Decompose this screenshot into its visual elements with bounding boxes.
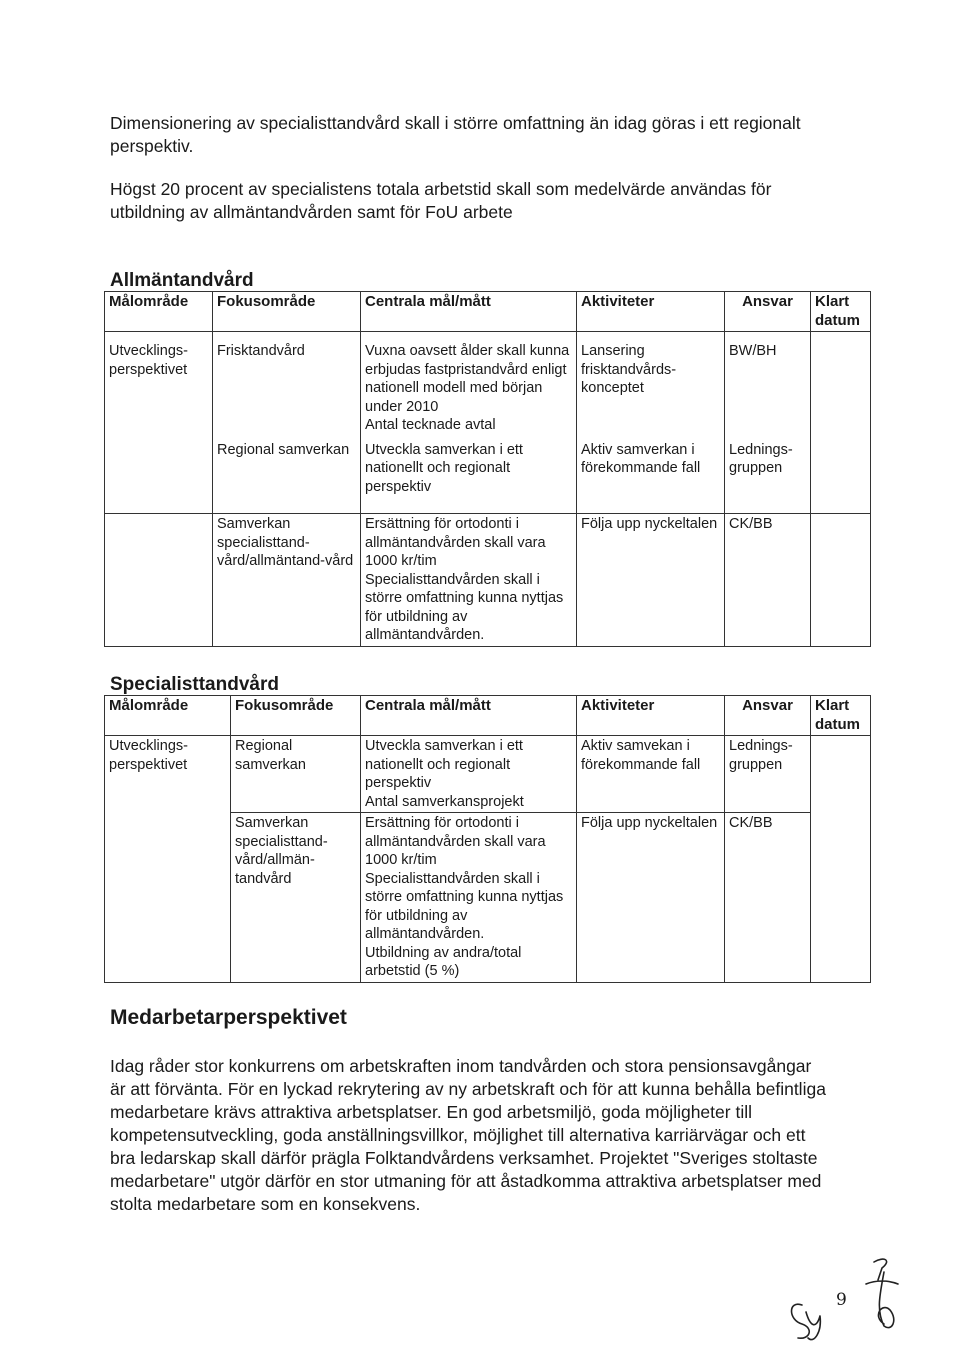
cell-ansvar: CK/BB bbox=[725, 813, 811, 983]
cell-ansvar: CK/BB bbox=[725, 514, 811, 647]
page-number: 9 bbox=[836, 1290, 847, 1310]
cell-aktiviteter: Aktiv samverkan i förekommande fall bbox=[577, 440, 725, 514]
cell-ansvar: Lednings-gruppen bbox=[725, 440, 811, 514]
cell-fokusomrade: Regional samverkan bbox=[231, 736, 361, 813]
header-fokusomrade: Fokusområde bbox=[231, 696, 361, 736]
cell-centrala-mal: Ersättning för ortodonti i allmäntandvården skall vara 1000 kr/tim Specialisttandvården skall i större omfattning kunna nyttjas för utbildning av allmäntandvården. Utbildning av andra/total arbetstid (5 %) bbox=[361, 813, 577, 983]
cell-centrala-mal: Ersättning för ortodonti i allmäntandvården skall vara 1000 kr/tim Specialisttandvården skall i större omfattning kunna nyttjas för utbildning av allmäntandvården. bbox=[361, 514, 577, 647]
cell-malomrade bbox=[105, 514, 213, 647]
cell-centrala-mal: Utveckla samverkan i ett nationellt och regionalt perspektiv bbox=[361, 440, 577, 514]
header-malomrade: Målområde bbox=[105, 696, 231, 736]
cell-malomrade: Utvecklings-perspektivet bbox=[105, 736, 231, 813]
table-row bbox=[105, 813, 871, 983]
cell-fokusomrade: Samverkan specialisttand-vård/allmäntand-vård bbox=[213, 514, 361, 647]
cell-centrala-mal: Utveckla samverkan i ett nationellt och regionalt perspektiv Antal samverkansprojekt bbox=[361, 736, 577, 813]
table-row bbox=[105, 332, 871, 440]
table-row bbox=[105, 440, 871, 514]
specialisttandvard-title: Specialisttandvård bbox=[110, 674, 279, 695]
cell-fokusomrade: Frisktandvård bbox=[213, 332, 361, 440]
cell-malomrade bbox=[105, 440, 213, 514]
cell-aktiviteter: Aktiv samvekan i förekommande fall bbox=[577, 736, 725, 813]
cell-ansvar: Lednings-gruppen bbox=[725, 736, 811, 813]
handwritten-signature bbox=[780, 1250, 930, 1345]
cell-fokusomrade: Regional samverkan bbox=[213, 440, 361, 514]
header-klart-datum: Klart datum bbox=[811, 696, 871, 736]
cell-aktiviteter: Följa upp nyckeltalen bbox=[577, 813, 725, 983]
table-row bbox=[105, 736, 871, 813]
cell-klart-datum bbox=[811, 440, 871, 514]
cell-fokusomrade: Samverkan specialisttand-vård/allmän-tandvård bbox=[231, 813, 361, 983]
table-header-row bbox=[105, 292, 871, 332]
specialisttandvard-table bbox=[104, 695, 871, 983]
cell-ansvar: BW/BH bbox=[725, 332, 811, 440]
cell-klart-datum bbox=[811, 736, 871, 813]
intro-paragraph-hogst-20-procent: Högst 20 procent av specialistens totala arbetstid skall som medelvärde användas för utbildning av allmäntandvården samt för FoU arbete bbox=[110, 179, 772, 222]
cell-malomrade bbox=[105, 813, 231, 983]
cell-centrala-mal: Vuxna oavsett ålder skall kunna erbjudas fastpristandvård enligt nationell modell med början under 2010 Antal tecknade avtal bbox=[361, 332, 577, 440]
intro-paragraph-dimensionering: Dimensionering av specialisttandvård skall i större omfattning än idag göras i ett regionalt perspektiv. bbox=[110, 113, 801, 156]
header-centrala-mal: Centrala mål/mått bbox=[361, 292, 577, 332]
header-malomrade: Målområde bbox=[105, 292, 213, 332]
allmantandvard-table bbox=[104, 291, 871, 647]
cell-klart-datum bbox=[811, 514, 871, 647]
header-aktiviteter: Aktiviteter bbox=[577, 696, 725, 736]
cell-klart-datum bbox=[811, 813, 871, 983]
header-centrala-mal: Centrala mål/mått bbox=[361, 696, 577, 736]
allmantandvard-title: Allmäntandvård bbox=[110, 270, 254, 291]
header-ansvar: Ansvar bbox=[725, 696, 811, 736]
header-klart-datum: Klart datum bbox=[811, 292, 871, 332]
medarbetarperspektivet-title: Medarbetarperspektivet bbox=[110, 1006, 347, 1029]
table-header-row bbox=[105, 696, 871, 736]
header-aktiviteter: Aktiviteter bbox=[577, 292, 725, 332]
cell-aktiviteter: Lansering frisktandvårds-konceptet bbox=[577, 332, 725, 440]
cell-malomrade: Utvecklings-perspektivet bbox=[105, 332, 213, 440]
header-fokusomrade: Fokusområde bbox=[213, 292, 361, 332]
medarbetarperspektivet-paragraph: Idag råder stor konkurrens om arbetskraften inom tandvården och stora pensionsavgångar är att förvänta. För en lyckad rekrytering av ny arbetskraft och för att kunna behålla befintliga medarbetare krävs attraktiva arbetsplatser. En god arbetsmiljö, goda möjligheter till kompetensutveckling, goda anställningsvillkor, möjlighet till alternativa karriärvägar och ett bra ledarskap skall därför prägla Folktandvårdens verksamhet. Projektet "Sveriges stoltaste medarbetare" utgör därför en stor utmaning för att åstadkomma attraktiva arbetsplatser med stolta medarbetare som en konsekvens. bbox=[110, 1056, 826, 1214]
cell-aktiviteter: Följa upp nyckeltalen bbox=[577, 514, 725, 647]
table-row bbox=[105, 514, 871, 647]
cell-klart-datum bbox=[811, 332, 871, 440]
header-ansvar: Ansvar bbox=[725, 292, 811, 332]
